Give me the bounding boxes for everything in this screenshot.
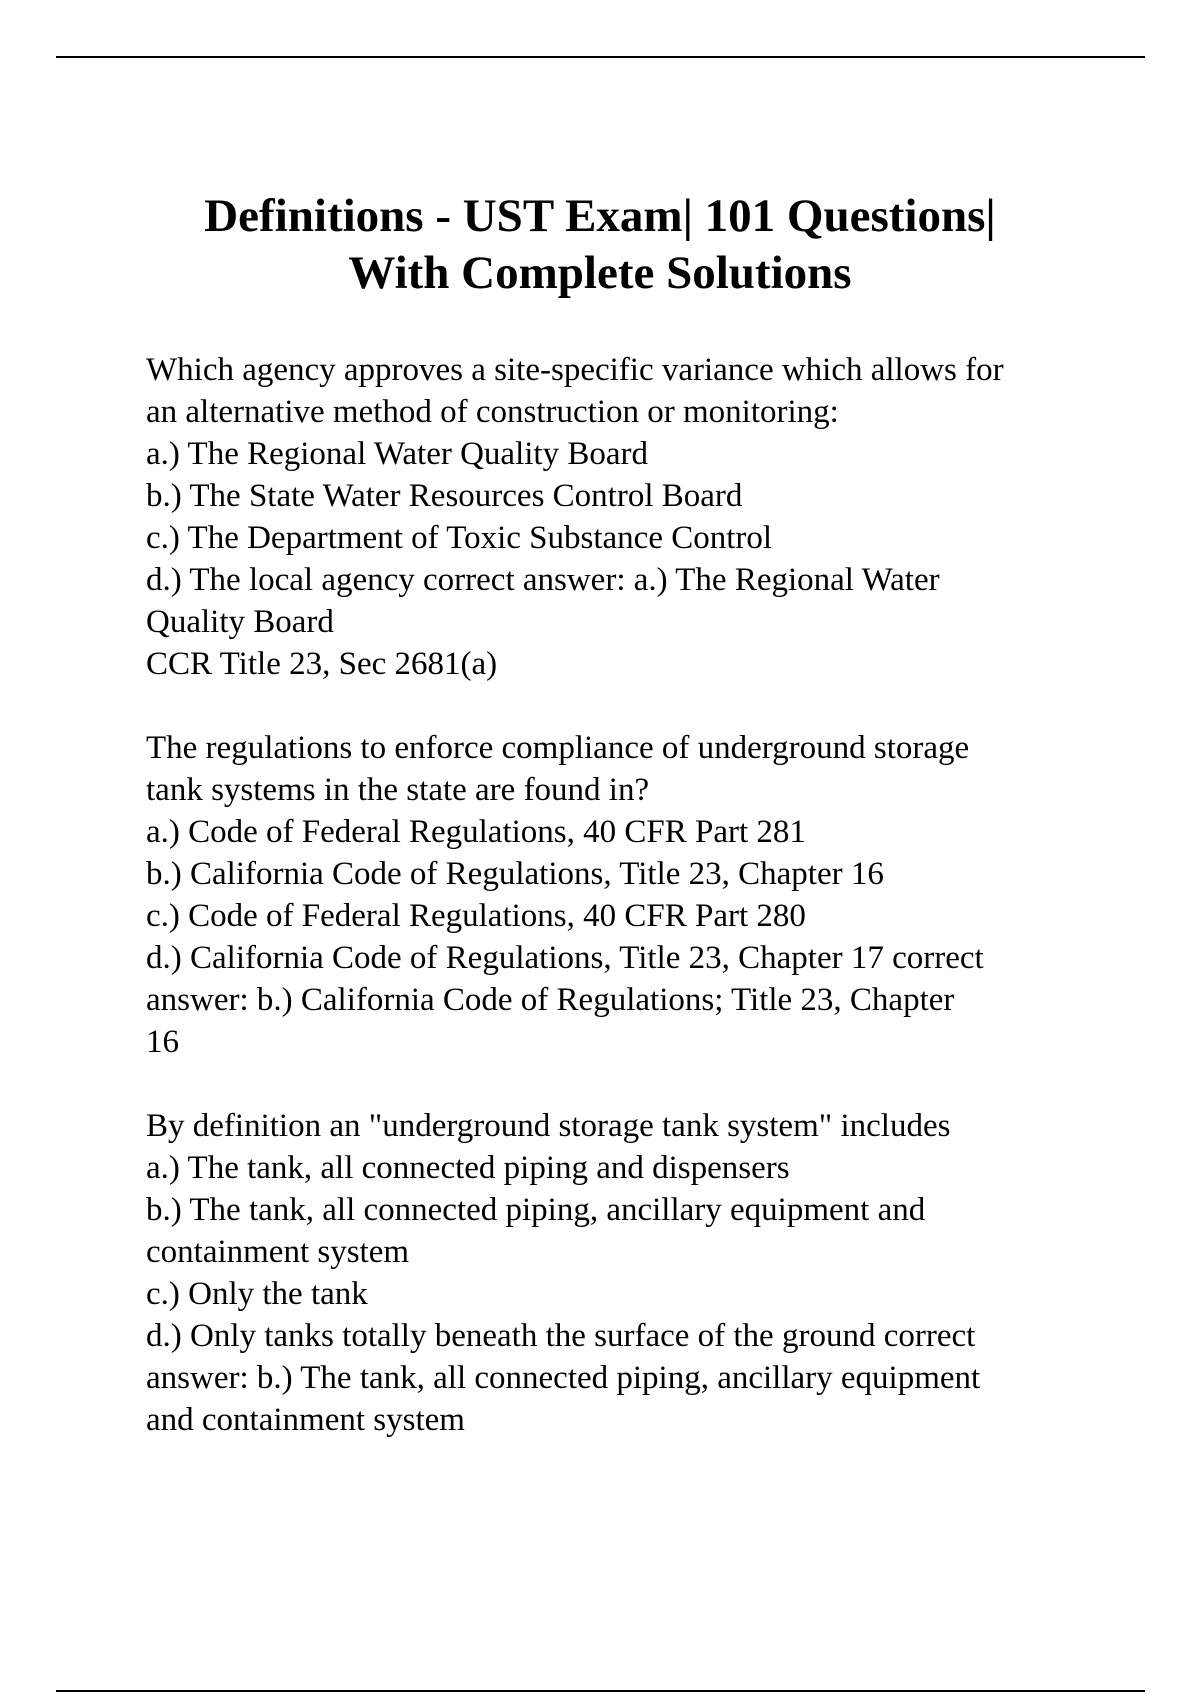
question-1-line: Which agency approves a site-specific variance which allows for	[146, 352, 1004, 388]
page-title	[100, 188, 1100, 302]
question-3-option-c: c.) Only the tank	[146, 1276, 368, 1312]
question-1-line: an alternative method of construction or monitoring:	[146, 394, 839, 430]
question-3-option-b-cont: containment system	[146, 1234, 410, 1270]
question-2-option-b: b.) California Code of Regulations, Title 23, Chapter 16	[146, 856, 884, 892]
title-line-2: With Complete Solutions	[348, 247, 852, 299]
question-2-answer-line: answer: b.) California Code of Regulations; Title 23, Chapter	[146, 982, 955, 1018]
question-3-line: By definition an "underground storage tank system" includes	[146, 1108, 951, 1144]
question-1-reference: CCR Title 23, Sec 2681(a)	[146, 646, 498, 682]
question-3-option-a: a.) The tank, all connected piping and dispensers	[146, 1150, 790, 1186]
question-2-option-c: c.) Code of Federal Regulations, 40 CFR Part 280	[146, 898, 806, 934]
question-2-option-a: a.) Code of Federal Regulations, 40 CFR Part 281	[146, 814, 806, 850]
question-3-answer-line: and containment system	[146, 1402, 465, 1438]
questions-list	[146, 349, 1146, 1483]
title-line-1: Definitions - UST Exam| 101 Questions|	[204, 190, 996, 242]
question-2-answer-line: 16	[146, 1024, 179, 1060]
question-1-answer-line: Quality Board	[146, 604, 334, 640]
question-3-option-d-answer: d.) Only tanks totally beneath the surface of the ground correct	[146, 1318, 976, 1354]
question-2-line: tank systems in the state are found in?	[146, 772, 650, 808]
bottom-rule	[56, 1690, 1145, 1692]
question-block-2	[146, 727, 1146, 1063]
question-1-option-d-answer: d.) The local agency correct answer: a.) The Regional Water	[146, 562, 940, 598]
question-3-option-b: b.) The tank, all connected piping, ancillary equipment and	[146, 1192, 926, 1228]
top-rule	[56, 56, 1145, 58]
question-3-answer-line: answer: b.) The tank, all connected piping, ancillary equipment	[146, 1360, 981, 1396]
question-1-option-c: c.) The Department of Toxic Substance Control	[146, 520, 773, 556]
question-2-option-d-answer: d.) California Code of Regulations, Title 23, Chapter 17 correct	[146, 940, 984, 976]
question-block-3	[146, 1105, 1146, 1441]
question-1-option-a: a.) The Regional Water Quality Board	[146, 436, 648, 472]
question-1-option-b: b.) The State Water Resources Control Board	[146, 478, 743, 514]
question-block-1	[146, 349, 1146, 685]
question-2-line: The regulations to enforce compliance of underground storage	[146, 730, 970, 766]
